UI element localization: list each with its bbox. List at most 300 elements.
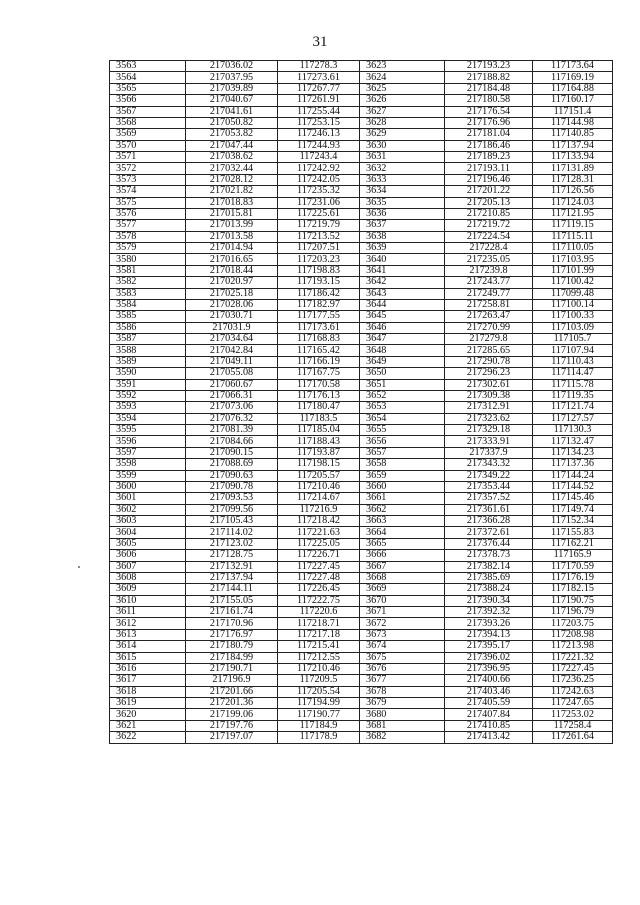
right-x-coordinate-cell: 217290.78 [445,356,533,367]
right-y-coordinate-cell: 117152.34 [533,516,613,527]
left-x-coordinate-cell: 217090.78 [186,481,278,492]
left-x-coordinate-cell: 217039.89 [186,83,278,94]
left-x-coordinate-cell: 217197.76 [186,720,278,731]
left-point-number-cell: 3567 [110,106,186,117]
right-y-coordinate-cell: 117114.47 [533,368,613,379]
left-y-coordinate-cell: 117178.9 [278,732,360,743]
right-y-coordinate-cell: 117236.25 [533,675,613,686]
right-y-coordinate-cell: 117100.33 [533,311,613,322]
left-y-coordinate-cell: 117218.42 [278,516,360,527]
left-x-coordinate-cell: 217047.44 [186,140,278,151]
left-y-coordinate-cell: 117205.57 [278,470,360,481]
left-x-coordinate-cell: 217042.84 [186,345,278,356]
right-point-number-cell: 3655 [360,425,445,436]
left-y-coordinate-cell: 117227.45 [278,561,360,572]
right-y-coordinate-cell: 117169.19 [533,72,613,83]
left-x-coordinate-cell: 217076.32 [186,413,278,424]
left-x-coordinate-cell: 217161.74 [186,607,278,618]
left-y-coordinate-cell: 117261.91 [278,95,360,106]
table-row [110,663,613,674]
right-x-coordinate-cell: 217296.23 [445,368,533,379]
left-point-number-cell: 3617 [110,675,186,686]
table-row [110,436,613,447]
table-row [110,83,613,94]
left-point-number-cell: 3612 [110,618,186,629]
left-x-coordinate-cell: 217018.44 [186,265,278,276]
right-x-coordinate-cell: 217196.46 [445,174,533,185]
right-y-coordinate-cell: 117190.75 [533,595,613,606]
right-x-coordinate-cell: 217186.46 [445,140,533,151]
table-row [110,72,613,83]
left-y-coordinate-cell: 117167.75 [278,368,360,379]
right-y-coordinate-cell: 117107.94 [533,345,613,356]
right-point-number-cell: 3638 [360,231,445,242]
left-point-number-cell: 3596 [110,436,186,447]
right-x-coordinate-cell: 217184.48 [445,83,533,94]
left-point-number-cell: 3601 [110,493,186,504]
left-x-coordinate-cell: 217199.06 [186,709,278,720]
left-x-coordinate-cell: 217201.66 [186,686,278,697]
right-point-number-cell: 3656 [360,436,445,447]
left-point-number-cell: 3586 [110,322,186,333]
right-point-number-cell: 3625 [360,83,445,94]
left-point-number-cell: 3587 [110,334,186,345]
right-point-number-cell: 3645 [360,311,445,322]
left-y-coordinate-cell: 117235.32 [278,186,360,197]
right-x-coordinate-cell: 217413.42 [445,732,533,743]
left-y-coordinate-cell: 117165.42 [278,345,360,356]
right-point-number-cell: 3678 [360,686,445,697]
right-point-number-cell: 3647 [360,334,445,345]
table-row [110,299,613,310]
table-row [110,140,613,151]
left-point-number-cell: 3577 [110,220,186,231]
left-point-number-cell: 3579 [110,243,186,254]
table-row [110,174,613,185]
right-y-coordinate-cell: 117121.95 [533,208,613,219]
right-point-number-cell: 3677 [360,675,445,686]
left-y-coordinate-cell: 117207.51 [278,243,360,254]
left-x-coordinate-cell: 217018.83 [186,197,278,208]
right-y-coordinate-cell: 117145.46 [533,493,613,504]
right-x-coordinate-cell: 217270.99 [445,322,533,333]
right-point-number-cell: 3662 [360,504,445,515]
left-y-coordinate-cell: 117185.04 [278,425,360,436]
right-point-number-cell: 3676 [360,663,445,674]
right-y-coordinate-cell: 117126.56 [533,186,613,197]
left-y-coordinate-cell: 117217.18 [278,629,360,640]
left-y-coordinate-cell: 117209.5 [278,675,360,686]
table-row [110,288,613,299]
right-y-coordinate-cell: 117247.65 [533,698,613,709]
left-x-coordinate-cell: 217040.67 [186,95,278,106]
left-x-coordinate-cell: 217013.58 [186,231,278,242]
left-y-coordinate-cell: 117182.97 [278,299,360,310]
left-point-number-cell: 3621 [110,720,186,731]
left-x-coordinate-cell: 217170.96 [186,618,278,629]
right-point-number-cell: 3651 [360,379,445,390]
right-y-coordinate-cell: 117196.79 [533,607,613,618]
table-row [110,61,613,72]
right-y-coordinate-cell: 117160.17 [533,95,613,106]
right-y-coordinate-cell: 117227.45 [533,663,613,674]
right-point-number-cell: 3669 [360,584,445,595]
left-point-number-cell: 3605 [110,538,186,549]
right-point-number-cell: 3668 [360,572,445,583]
left-y-coordinate-cell: 117198.15 [278,459,360,470]
table-row [110,311,613,322]
left-point-number-cell: 3588 [110,345,186,356]
left-point-number-cell: 3618 [110,686,186,697]
table-row [110,220,613,231]
right-point-number-cell: 3666 [360,550,445,561]
left-point-number-cell: 3611 [110,607,186,618]
right-point-number-cell: 3663 [360,516,445,527]
table-row [110,652,613,663]
left-point-number-cell: 3610 [110,595,186,606]
right-y-coordinate-cell: 117144.98 [533,117,613,128]
table-row [110,413,613,424]
left-y-coordinate-cell: 117188.43 [278,436,360,447]
left-y-coordinate-cell: 117214.67 [278,493,360,504]
right-x-coordinate-cell: 217249.77 [445,288,533,299]
left-point-number-cell: 3594 [110,413,186,424]
left-y-coordinate-cell: 117198.83 [278,265,360,276]
table-row [110,117,613,128]
table-row [110,322,613,333]
table-row [110,595,613,606]
left-x-coordinate-cell: 217176.97 [186,629,278,640]
right-y-coordinate-cell: 117162.21 [533,538,613,549]
right-y-coordinate-cell: 117165.9 [533,550,613,561]
left-y-coordinate-cell: 117222.75 [278,595,360,606]
right-y-coordinate-cell: 117173.64 [533,61,613,72]
right-point-number-cell: 3632 [360,163,445,174]
right-y-coordinate-cell: 117115.78 [533,379,613,390]
left-point-number-cell: 3576 [110,208,186,219]
left-x-coordinate-cell: 217066.31 [186,390,278,401]
right-point-number-cell: 3629 [360,129,445,140]
right-y-coordinate-cell: 117176.19 [533,572,613,583]
right-y-coordinate-cell: 117134.23 [533,447,613,458]
left-point-number-cell: 3622 [110,732,186,743]
left-point-number-cell: 3571 [110,152,186,163]
left-point-number-cell: 3582 [110,277,186,288]
left-point-number-cell: 3603 [110,516,186,527]
table-row [110,504,613,515]
table-row [110,231,613,242]
table-row [110,186,613,197]
right-x-coordinate-cell: 217357.52 [445,493,533,504]
left-point-number-cell: 3584 [110,299,186,310]
right-point-number-cell: 3637 [360,220,445,231]
left-point-number-cell: 3585 [110,311,186,322]
right-x-coordinate-cell: 217410.85 [445,720,533,731]
left-x-coordinate-cell: 217032.44 [186,163,278,174]
left-x-coordinate-cell: 217123.02 [186,538,278,549]
right-y-coordinate-cell: 117182.15 [533,584,613,595]
right-y-coordinate-cell: 117203.75 [533,618,613,629]
right-x-coordinate-cell: 217302.61 [445,379,533,390]
left-y-coordinate-cell: 117267.77 [278,83,360,94]
right-x-coordinate-cell: 217263.47 [445,311,533,322]
right-point-number-cell: 3630 [360,140,445,151]
left-y-coordinate-cell: 117170.58 [278,379,360,390]
left-y-coordinate-cell: 117180.47 [278,402,360,413]
table-row [110,129,613,140]
left-point-number-cell: 3570 [110,140,186,151]
left-x-coordinate-cell: 217132.91 [186,561,278,572]
right-x-coordinate-cell: 217219.72 [445,220,533,231]
left-point-number-cell: 3598 [110,459,186,470]
left-x-coordinate-cell: 217090.63 [186,470,278,481]
left-y-coordinate-cell: 117226.45 [278,584,360,595]
right-x-coordinate-cell: 217239.8 [445,265,533,276]
scan-speck [78,566,80,568]
table-row [110,732,613,743]
left-point-number-cell: 3619 [110,698,186,709]
left-x-coordinate-cell: 217197.07 [186,732,278,743]
left-y-coordinate-cell: 117220.6 [278,607,360,618]
table-row [110,470,613,481]
left-point-number-cell: 3581 [110,265,186,276]
right-x-coordinate-cell: 217189.23 [445,152,533,163]
table-row [110,538,613,549]
right-x-coordinate-cell: 217343.32 [445,459,533,470]
left-y-coordinate-cell: 117273.61 [278,72,360,83]
table-row [110,334,613,345]
left-x-coordinate-cell: 217190.71 [186,663,278,674]
left-y-coordinate-cell: 117278.3 [278,61,360,72]
right-x-coordinate-cell: 217396.95 [445,663,533,674]
table-row [110,379,613,390]
right-point-number-cell: 3670 [360,595,445,606]
right-x-coordinate-cell: 217395.17 [445,641,533,652]
right-x-coordinate-cell: 217385.69 [445,572,533,583]
left-x-coordinate-cell: 217015.81 [186,208,278,219]
right-point-number-cell: 3657 [360,447,445,458]
table-row [110,345,613,356]
left-y-coordinate-cell: 117221.63 [278,527,360,538]
right-point-number-cell: 3665 [360,538,445,549]
right-y-coordinate-cell: 117151.4 [533,106,613,117]
right-point-number-cell: 3644 [360,299,445,310]
right-y-coordinate-cell: 117149.74 [533,504,613,515]
right-x-coordinate-cell: 217323.62 [445,413,533,424]
right-x-coordinate-cell: 217376.44 [445,538,533,549]
left-point-number-cell: 3616 [110,663,186,674]
right-point-number-cell: 3679 [360,698,445,709]
right-x-coordinate-cell: 217407.84 [445,709,533,720]
left-x-coordinate-cell: 217016.65 [186,254,278,265]
left-point-number-cell: 3564 [110,72,186,83]
left-x-coordinate-cell: 217155.05 [186,595,278,606]
right-point-number-cell: 3667 [360,561,445,572]
right-x-coordinate-cell: 217176.96 [445,117,533,128]
right-point-number-cell: 3680 [360,709,445,720]
left-x-coordinate-cell: 217196.9 [186,675,278,686]
left-y-coordinate-cell: 117219.79 [278,220,360,231]
left-point-number-cell: 3606 [110,550,186,561]
right-x-coordinate-cell: 217366.28 [445,516,533,527]
right-x-coordinate-cell: 217349.22 [445,470,533,481]
left-x-coordinate-cell: 217060.67 [186,379,278,390]
right-y-coordinate-cell: 117105.7 [533,334,613,345]
right-point-number-cell: 3623 [360,61,445,72]
right-point-number-cell: 3624 [360,72,445,83]
right-point-number-cell: 3636 [360,208,445,219]
table-row [110,152,613,163]
left-point-number-cell: 3572 [110,163,186,174]
left-point-number-cell: 3569 [110,129,186,140]
right-y-coordinate-cell: 117119.35 [533,390,613,401]
right-x-coordinate-cell: 217390.34 [445,595,533,606]
left-y-coordinate-cell: 117193.87 [278,447,360,458]
left-x-coordinate-cell: 217201.36 [186,698,278,709]
left-point-number-cell: 3597 [110,447,186,458]
right-y-coordinate-cell: 117110.43 [533,356,613,367]
left-point-number-cell: 3592 [110,390,186,401]
left-y-coordinate-cell: 117176.13 [278,390,360,401]
right-point-number-cell: 3653 [360,402,445,413]
left-point-number-cell: 3620 [110,709,186,720]
left-x-coordinate-cell: 217180.79 [186,641,278,652]
left-x-coordinate-cell: 217093.53 [186,493,278,504]
left-y-coordinate-cell: 117225.05 [278,538,360,549]
left-x-coordinate-cell: 217084.66 [186,436,278,447]
right-point-number-cell: 3682 [360,732,445,743]
left-x-coordinate-cell: 217037.95 [186,72,278,83]
table-row [110,356,613,367]
right-point-number-cell: 3674 [360,641,445,652]
table-row [110,709,613,720]
right-x-coordinate-cell: 217258.81 [445,299,533,310]
right-point-number-cell: 3660 [360,481,445,492]
right-x-coordinate-cell: 217329.18 [445,425,533,436]
table-row [110,254,613,265]
right-x-coordinate-cell: 217243.77 [445,277,533,288]
left-point-number-cell: 3615 [110,652,186,663]
left-y-coordinate-cell: 117225.61 [278,208,360,219]
right-y-coordinate-cell: 117130.3 [533,425,613,436]
right-y-coordinate-cell: 117155.83 [533,527,613,538]
left-y-coordinate-cell: 117227.48 [278,572,360,583]
left-x-coordinate-cell: 217055.08 [186,368,278,379]
left-point-number-cell: 3591 [110,379,186,390]
right-x-coordinate-cell: 217400.66 [445,675,533,686]
left-x-coordinate-cell: 217036.02 [186,61,278,72]
right-x-coordinate-cell: 217312.91 [445,402,533,413]
left-x-coordinate-cell: 217014.94 [186,243,278,254]
right-point-number-cell: 3635 [360,197,445,208]
left-x-coordinate-cell: 217128.75 [186,550,278,561]
table-row [110,561,613,572]
right-y-coordinate-cell: 117221.32 [533,652,613,663]
left-x-coordinate-cell: 217088.69 [186,459,278,470]
left-x-coordinate-cell: 217090.15 [186,447,278,458]
right-point-number-cell: 3672 [360,618,445,629]
right-y-coordinate-cell: 117124.03 [533,197,613,208]
table-row [110,163,613,174]
left-y-coordinate-cell: 117184.9 [278,720,360,731]
table-row [110,572,613,583]
left-x-coordinate-cell: 217031.9 [186,322,278,333]
right-point-number-cell: 3650 [360,368,445,379]
left-point-number-cell: 3609 [110,584,186,595]
left-x-coordinate-cell: 217028.06 [186,299,278,310]
table-row [110,106,613,117]
right-x-coordinate-cell: 217285.65 [445,345,533,356]
left-point-number-cell: 3604 [110,527,186,538]
right-x-coordinate-cell: 217396.02 [445,652,533,663]
left-y-coordinate-cell: 117244.93 [278,140,360,151]
left-point-number-cell: 3614 [110,641,186,652]
table-row [110,402,613,413]
right-x-coordinate-cell: 217353.44 [445,481,533,492]
table-row [110,675,613,686]
right-point-number-cell: 3634 [360,186,445,197]
left-x-coordinate-cell: 217137.94 [186,572,278,583]
right-point-number-cell: 3626 [360,95,445,106]
right-y-coordinate-cell: 117140.85 [533,129,613,140]
right-y-coordinate-cell: 117133.94 [533,152,613,163]
table-row [110,493,613,504]
table-row [110,447,613,458]
right-x-coordinate-cell: 217181.04 [445,129,533,140]
right-x-coordinate-cell: 217205.13 [445,197,533,208]
right-y-coordinate-cell: 117132.47 [533,436,613,447]
left-x-coordinate-cell: 217034.64 [186,334,278,345]
left-y-coordinate-cell: 117186.42 [278,288,360,299]
right-x-coordinate-cell: 217228.4 [445,243,533,254]
right-point-number-cell: 3627 [360,106,445,117]
right-y-coordinate-cell: 117137.94 [533,140,613,151]
left-y-coordinate-cell: 117212.55 [278,652,360,663]
left-y-coordinate-cell: 117193.15 [278,277,360,288]
right-x-coordinate-cell: 217388.24 [445,584,533,595]
right-y-coordinate-cell: 117121.74 [533,402,613,413]
table-row [110,527,613,538]
table-row [110,277,613,288]
right-point-number-cell: 3652 [360,390,445,401]
left-point-number-cell: 3595 [110,425,186,436]
right-point-number-cell: 3646 [360,322,445,333]
right-x-coordinate-cell: 217235.05 [445,254,533,265]
right-x-coordinate-cell: 217372.61 [445,527,533,538]
right-y-coordinate-cell: 117242.63 [533,686,613,697]
right-y-coordinate-cell: 117253.02 [533,709,613,720]
right-x-coordinate-cell: 217188.82 [445,72,533,83]
left-y-coordinate-cell: 117194.99 [278,698,360,709]
left-point-number-cell: 3565 [110,83,186,94]
right-y-coordinate-cell: 117100.14 [533,299,613,310]
right-point-number-cell: 3661 [360,493,445,504]
table-row [110,607,613,618]
left-point-number-cell: 3593 [110,402,186,413]
right-y-coordinate-cell: 117164.88 [533,83,613,94]
right-point-number-cell: 3633 [360,174,445,185]
right-x-coordinate-cell: 217176.54 [445,106,533,117]
right-y-coordinate-cell: 117119.15 [533,220,613,231]
left-y-coordinate-cell: 117216.9 [278,504,360,515]
right-x-coordinate-cell: 217210.85 [445,208,533,219]
right-point-number-cell: 3649 [360,356,445,367]
left-y-coordinate-cell: 117253.15 [278,117,360,128]
right-x-coordinate-cell: 217378.73 [445,550,533,561]
table-row [110,584,613,595]
left-x-coordinate-cell: 217028.12 [186,174,278,185]
table-row [110,550,613,561]
